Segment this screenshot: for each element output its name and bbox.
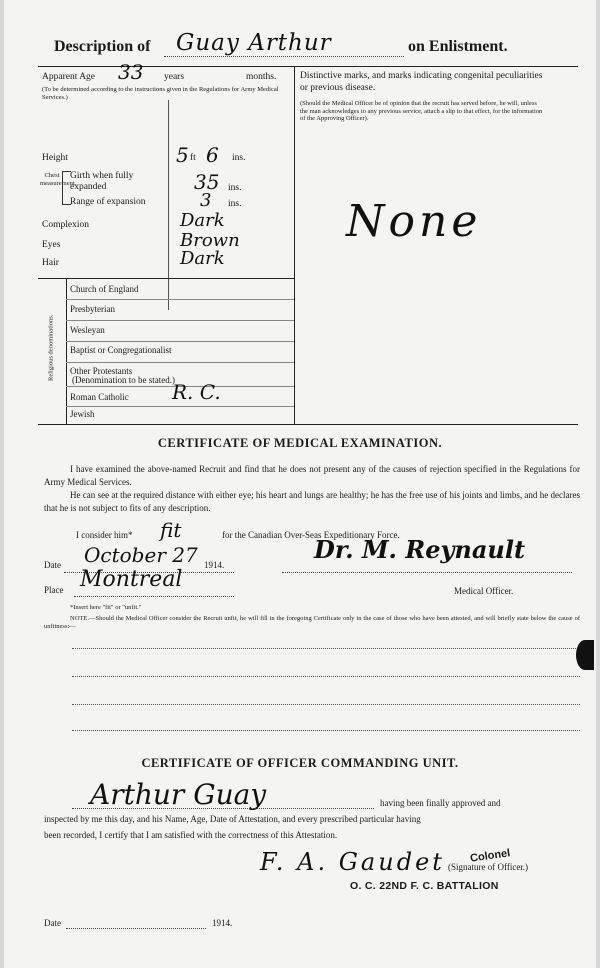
unfit-reason-line — [72, 648, 580, 649]
religion-separator — [66, 341, 294, 342]
months-label: months. — [246, 72, 277, 82]
commanding-line-3: been recorded, I certify that I am satisfied with the correctness of this Attestation. — [44, 830, 338, 840]
consider-prefix: I consider him* — [76, 530, 133, 540]
medical-officer-label: Medical Officer. — [454, 586, 514, 596]
unfit-reason-line — [72, 730, 580, 731]
religion-separator — [66, 299, 294, 300]
recruit-signature: Arthur Guay — [90, 778, 267, 811]
apparent-age-label: Apparent Age — [42, 72, 96, 82]
unfit-reason-line — [72, 704, 580, 705]
girth-value: 35 — [194, 170, 220, 194]
recruit-name-handwritten: Guay Arthur — [176, 30, 332, 56]
place-dotted-line — [74, 596, 234, 597]
signature-of-officer-label: (Signature of Officer.) — [448, 862, 529, 872]
eyes-value: Brown — [180, 230, 240, 251]
height-ft-value: 5 — [176, 143, 189, 167]
distinctive-marks-value: None — [346, 196, 482, 247]
header-title-right: on Enlistment. — [408, 38, 508, 55]
religion-row-note: (Denomination to be stated.) — [72, 375, 175, 385]
medical-date-value: October 27 — [84, 543, 198, 567]
religion-row: Roman Catholic — [70, 392, 129, 402]
ft-label: ft — [190, 153, 196, 163]
religion-row: Other Protestants — [70, 366, 133, 376]
hair-label: Hair — [42, 258, 59, 268]
commanding-date-line — [66, 928, 206, 929]
medical-signature-line — [282, 572, 572, 573]
distinctive-marks-note: (Should the Medical Officer be of opinion that the recruit has served before, he will, unless the man acknowledges to any previous service, attach a slip to that effect, for the information of the Approving Officer). — [300, 100, 543, 122]
medical-paragraph-2: He can see at the required distance with either eye; his heart and lungs are healthy; he has the free use of his joints and limbs, and he declares that he is not subject to fits of any description. — [44, 490, 580, 513]
header-title-left: Description of — [54, 38, 151, 55]
commanding-date-label: Date — [44, 918, 61, 928]
table-bottom-border — [38, 424, 578, 425]
medical-note: NOTE.—Should the Medical Officer consider the Recruit unfit, he will fill in the foregoing Certificate only in the case of those who have been attested, and will briefly state below the cause of unfitness:— — [44, 615, 580, 630]
age-instruction-note: (To be determined according to the instructions given in the Regulations for Army Medical Services.) — [42, 86, 279, 101]
attestation-page — [4, 0, 596, 968]
place-label: Place — [44, 585, 64, 595]
recruit-signature-line — [72, 808, 374, 809]
religion-row: Jewish — [70, 409, 95, 419]
religion-row: Wesleyan — [70, 325, 105, 335]
medical-certificate-title: CERTIFICATE OF MEDICAL EXAMINATION. — [157, 436, 443, 450]
medical-paragraph-1: I have examined the above-named Recruit and find that he does not present any of the causes of rejection specified in the Regulations for Army Medical Services. — [44, 464, 580, 487]
religion-row: Church of England — [70, 284, 139, 294]
eyes-label: Eyes — [42, 240, 61, 250]
officer-signature: F. A. Gaudet — [260, 848, 445, 876]
religion-separator — [66, 406, 294, 407]
height-ins-label: ins. — [232, 153, 246, 163]
girth-label: Girth when fully expanded — [70, 171, 134, 192]
fit-value: fit — [160, 518, 182, 542]
complexion-value: Dark — [180, 210, 225, 231]
medical-date-label: Date — [44, 560, 61, 570]
religion-row: Presbyterian — [70, 304, 115, 314]
consider-suffix: for the Canadian Over-Seas Expeditionary Force. — [222, 530, 400, 540]
religion-separator — [66, 362, 294, 363]
unfit-reason-line — [72, 676, 580, 677]
distinctive-marks-heading: Distinctive marks, and marks indicating congenital peculiarities or previous disease. — [300, 71, 543, 93]
religion-box-top — [38, 278, 294, 279]
religion-separator — [66, 320, 294, 321]
medical-year: 1914. — [204, 560, 225, 570]
hair-value: Dark — [180, 248, 225, 269]
binder-hole — [576, 640, 594, 670]
range-label: Range of expansion — [70, 197, 146, 207]
medical-officer-signature: Dr. M. Reynault — [314, 535, 526, 564]
place-value: Montreal — [80, 567, 183, 592]
range-ins-label: ins. — [228, 199, 242, 209]
girth-ins-label: ins. — [228, 183, 242, 193]
commanding-line-1: having been finally approved and — [380, 798, 501, 808]
height-label: Height — [42, 153, 68, 163]
commanding-line-2: inspected by me this day, and his Name, Age, Date of Attestation, and every prescribed particular having — [44, 814, 421, 824]
religion-value: R. C. — [172, 380, 221, 404]
commanding-certificate-title: CERTIFICATE OF OFFICER COMMANDING UNIT. — [141, 756, 459, 770]
range-value: 3 — [200, 190, 212, 211]
commanding-year: 1914. — [212, 918, 233, 928]
chest-measurement-label: Chest measurement. — [40, 172, 77, 187]
name-dotted-line — [164, 56, 404, 57]
height-in-value: 6 — [206, 143, 219, 167]
table-center-divider — [294, 66, 295, 424]
insert-note: *Insert here "fit" or "unfit." — [70, 604, 142, 611]
years-label: years — [164, 72, 185, 82]
religious-denominations-label: Religious denominations. — [47, 314, 55, 381]
apparent-age-value: 33 — [118, 60, 144, 84]
colonel-stamp: Colonel — [469, 847, 511, 865]
religion-row: Baptist or Congregationalist — [70, 345, 172, 355]
battalion-stamp: O. C. 22ND F. C. BATTALION — [350, 880, 499, 892]
complexion-label: Complexion — [42, 220, 89, 230]
